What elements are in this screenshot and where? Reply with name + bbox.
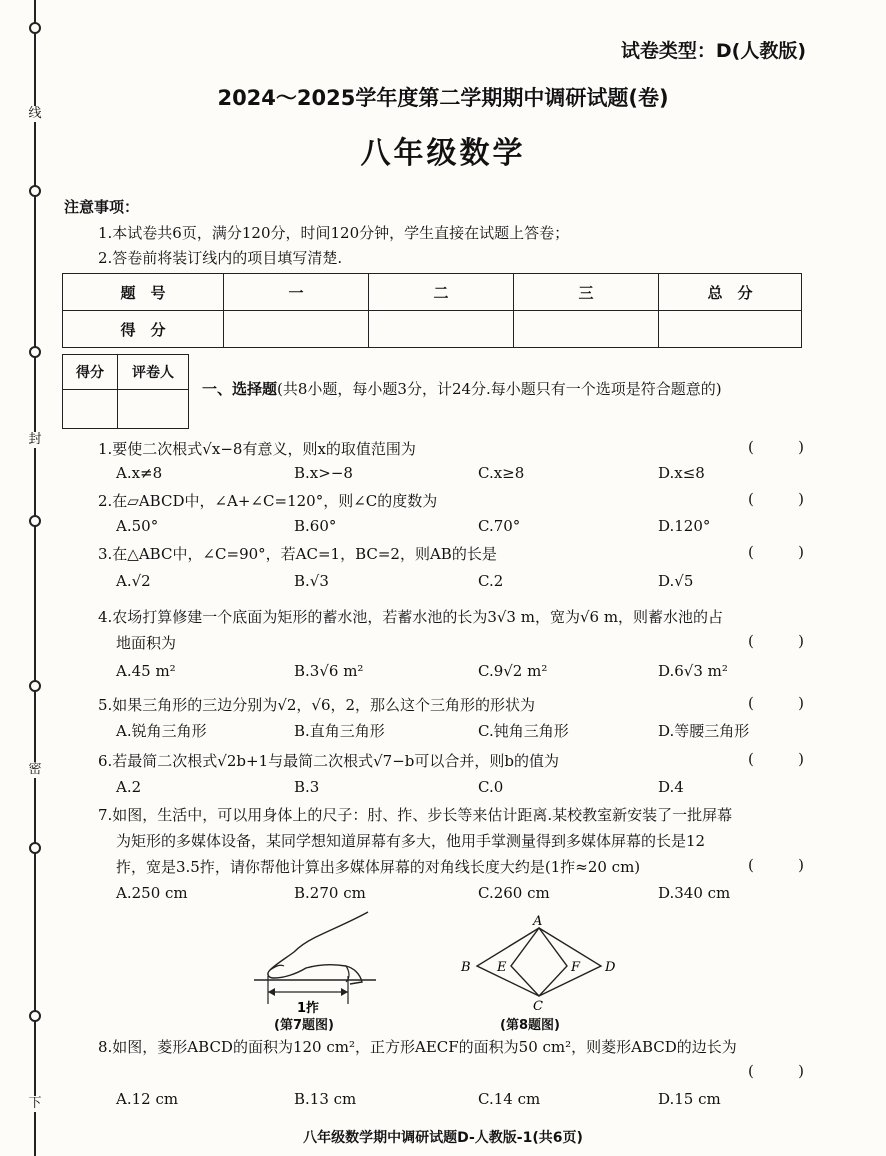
question-stem-line: 地面积为 bbox=[116, 634, 177, 652]
paren-left: ( bbox=[748, 750, 754, 768]
grader-label: 评卷人 bbox=[118, 355, 189, 390]
option-d: D.√5 bbox=[658, 572, 694, 590]
option-b: B.3√6 m² bbox=[294, 662, 364, 680]
option-c: C.2 bbox=[478, 572, 504, 590]
score-cell[interactable] bbox=[659, 311, 802, 348]
question-stem-line: 为矩形的多媒体设备，某同学想知道屏幕有多大，他用手掌测量得到多媒体屏幕的长是12 bbox=[116, 832, 706, 850]
binding-char: 线 bbox=[26, 106, 44, 122]
option-b: B.直角三角形 bbox=[294, 722, 385, 740]
paren-right: ) bbox=[798, 856, 804, 874]
paren-right: ) bbox=[798, 1062, 804, 1080]
answer-blank[interactable] bbox=[748, 750, 804, 768]
score-header-cell: 一 bbox=[224, 274, 369, 311]
question-stem-line: 7.如图，生活中，可以用身体上的尺子：肘、拃、步长等来估计距离.某校教室新安装了一批屏幕 bbox=[98, 806, 733, 824]
figure-8-caption: (第8题图) bbox=[500, 1018, 560, 1033]
option-b: B.60° bbox=[294, 517, 337, 535]
point-label-a: A bbox=[533, 914, 543, 929]
option-a: A.√2 bbox=[116, 572, 151, 590]
option-d: D.120° bbox=[658, 517, 711, 535]
binding-circle bbox=[29, 346, 41, 358]
question-stem: 1.要使二次根式√x−8有意义，则x的取值范围为 bbox=[98, 440, 416, 458]
option-a: A.250 cm bbox=[116, 884, 188, 902]
binding-circle bbox=[29, 680, 41, 692]
page-footer: 八年级数学期中调研试题D-人教版-1(共6页) bbox=[303, 1130, 583, 1146]
grader-cell[interactable] bbox=[118, 390, 189, 429]
option-a: A.12 cm bbox=[116, 1090, 179, 1108]
figure-8-rhombus bbox=[455, 914, 625, 1014]
binding-char: 密 bbox=[26, 762, 44, 778]
point-label-c: C bbox=[533, 999, 543, 1014]
question-stem: 5.如果三角形的三边分别为√2，√6，2，那么这个三角形的形状为 bbox=[98, 696, 536, 714]
score-cell[interactable] bbox=[369, 311, 514, 348]
option-d: D.6√3 m² bbox=[658, 662, 728, 680]
answer-blank[interactable] bbox=[748, 1062, 804, 1080]
option-d: D.4 bbox=[658, 778, 684, 796]
option-b: B.13 cm bbox=[294, 1090, 357, 1108]
question-stem: 2.在▱ABCD中，∠A+∠C=120°，则∠C的度数为 bbox=[98, 492, 438, 510]
option-d: D.等腰三角形 bbox=[658, 722, 750, 740]
answer-blank[interactable] bbox=[748, 694, 804, 712]
point-label-e: E bbox=[497, 960, 507, 975]
option-b: B.270 cm bbox=[294, 884, 366, 902]
paren-left: ( bbox=[748, 856, 754, 874]
point-label-b: B bbox=[461, 960, 471, 975]
score-cell[interactable] bbox=[224, 311, 369, 348]
answer-blank[interactable] bbox=[748, 632, 804, 650]
grader-score-cell[interactable] bbox=[63, 390, 118, 429]
paren-right: ) bbox=[798, 632, 804, 650]
notes-heading: 注意事项： bbox=[64, 198, 140, 216]
question-stem-line: 拃，宽是3.5拃，请你帮他计算出多媒体屏幕的对角线长度大约是(1拃≈20 cm) bbox=[116, 858, 641, 876]
answer-blank[interactable] bbox=[748, 438, 804, 456]
paren-left: ( bbox=[748, 632, 754, 650]
option-c: C.70° bbox=[478, 517, 521, 535]
binding-char: 封 bbox=[26, 432, 44, 448]
binding-circle bbox=[29, 842, 41, 854]
binding-line bbox=[34, 0, 36, 1156]
option-a: A.50° bbox=[116, 517, 159, 535]
paren-left: ( bbox=[748, 1062, 754, 1080]
option-d: D.340 cm bbox=[658, 884, 731, 902]
section-title bbox=[202, 378, 722, 399]
option-a: A.2 bbox=[116, 778, 142, 796]
option-a: A.锐角三角形 bbox=[116, 722, 207, 740]
paren-left: ( bbox=[748, 543, 754, 561]
paren-right: ) bbox=[798, 750, 804, 768]
option-b: B.3 bbox=[294, 778, 320, 796]
score-cell[interactable] bbox=[514, 311, 659, 348]
paren-left: ( bbox=[748, 438, 754, 456]
option-a: A.x≠8 bbox=[116, 464, 163, 482]
binding-circle bbox=[29, 1010, 41, 1022]
score-row-label: 得 分 bbox=[63, 311, 224, 348]
note-item: 1.本试卷共6页，满分120分，时间120分钟，学生直接在试题上答卷； bbox=[98, 224, 570, 242]
paren-left: ( bbox=[748, 490, 754, 508]
score-header-cell: 总 分 bbox=[659, 274, 802, 311]
figure-7-label: 1拃 bbox=[296, 1001, 320, 1016]
option-c: C.9√2 m² bbox=[478, 662, 548, 680]
option-c: C.260 cm bbox=[478, 884, 550, 902]
section-label: 一、选择题 bbox=[202, 380, 278, 398]
grader-table bbox=[62, 354, 189, 429]
question-stem: 6.若最简二次根式√2b+1与最简二次根式√7−b可以合并，则b的值为 bbox=[98, 752, 560, 770]
option-b: B.x>−8 bbox=[294, 464, 353, 482]
binding-circle bbox=[29, 22, 41, 34]
score-table bbox=[62, 273, 802, 348]
option-d: D.15 cm bbox=[658, 1090, 721, 1108]
figure-7-hand bbox=[250, 908, 380, 1018]
binding-circle bbox=[29, 185, 41, 197]
paren-right: ) bbox=[798, 543, 804, 561]
section-desc: (共8小题，每小题3分，计24分.每小题只有一个选项是符合题意的) bbox=[277, 380, 722, 398]
paren-right: ) bbox=[798, 490, 804, 508]
answer-blank[interactable] bbox=[748, 543, 804, 561]
answer-blank[interactable] bbox=[748, 490, 804, 508]
question-stem: 8.如图，菱形ABCD的面积为120 cm²，正方形AECF的面积为50 cm²，则菱形ABCD的边长为 bbox=[98, 1038, 737, 1056]
paren-right: ) bbox=[798, 438, 804, 456]
answer-blank[interactable] bbox=[748, 856, 804, 874]
score-header-cell: 三 bbox=[514, 274, 659, 311]
point-label-f: F bbox=[571, 960, 581, 975]
point-label-d: D bbox=[605, 960, 616, 975]
option-c: C.x≥8 bbox=[478, 464, 525, 482]
score-header-cell: 二 bbox=[369, 274, 514, 311]
question-stem: 3.在△ABC中，∠C=90°，若AC=1，BC=2，则AB的长是 bbox=[98, 545, 497, 563]
option-c: C.14 cm bbox=[478, 1090, 541, 1108]
option-c: C.0 bbox=[478, 778, 504, 796]
exam-title: 2024～2025学年度第二学期期中调研试题(卷) bbox=[217, 86, 669, 110]
binding-char: 下 bbox=[26, 1096, 44, 1112]
option-c: C.钝角三角形 bbox=[478, 722, 569, 740]
subject-title: 八年级数学 bbox=[360, 136, 526, 171]
binding-circle bbox=[29, 515, 41, 527]
score-header-cell: 题 号 bbox=[63, 274, 224, 311]
figure-7-caption: (第7题图) bbox=[274, 1018, 334, 1033]
option-a: A.45 m² bbox=[116, 662, 176, 680]
option-d: D.x≤8 bbox=[658, 464, 705, 482]
question-stem-line: 4.农场打算修建一个底面为矩形的蓄水池，若蓄水池的长为3√3 m，宽为√6 m，则蓄水池的占 bbox=[98, 608, 724, 626]
paper-type: 试卷类型：D(人教版) bbox=[620, 40, 806, 62]
option-b: B.√3 bbox=[294, 572, 329, 590]
note-item: 2.答卷前将装订线内的项目填写清楚. bbox=[98, 249, 343, 267]
paren-left: ( bbox=[748, 694, 754, 712]
grader-score-label: 得分 bbox=[63, 355, 118, 390]
paren-right: ) bbox=[798, 694, 804, 712]
